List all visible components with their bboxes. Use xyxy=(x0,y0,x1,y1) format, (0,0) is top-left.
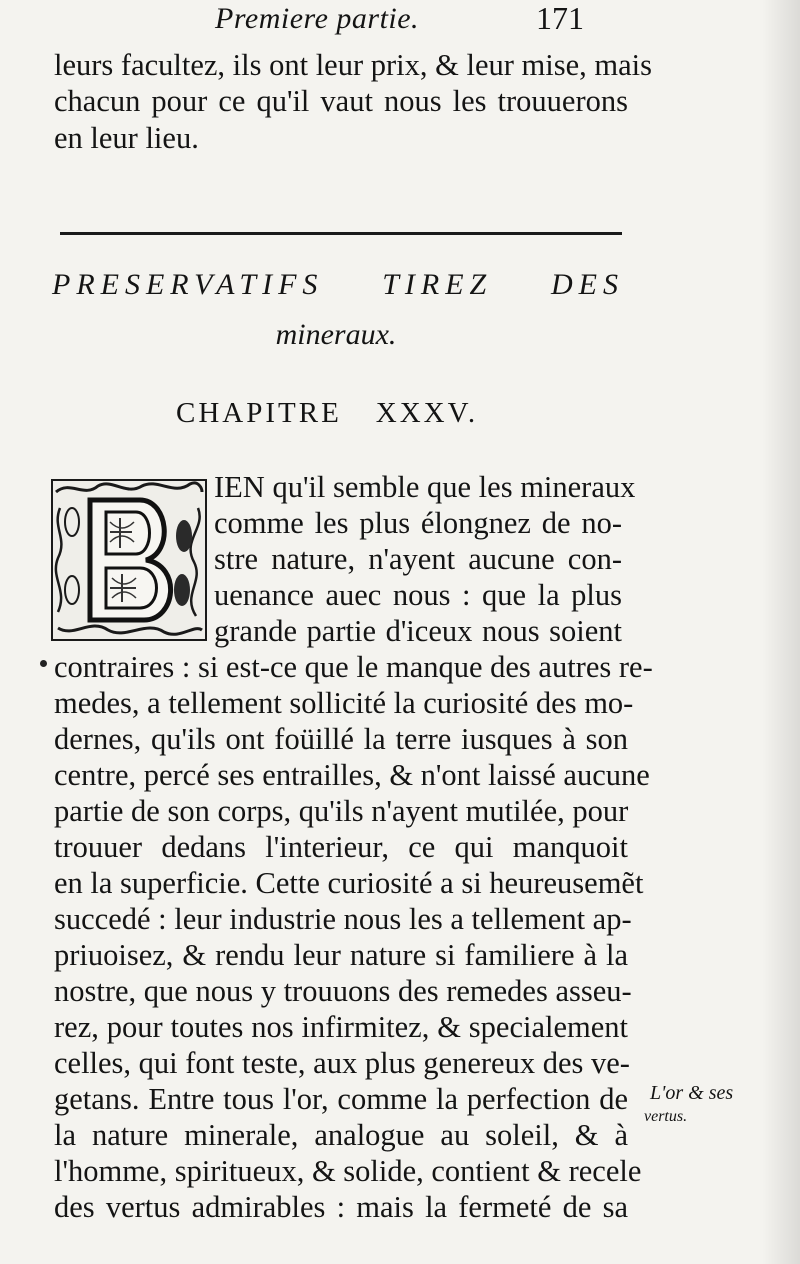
text-line: comme les plus élongnez de no- xyxy=(214,506,622,540)
chapter-heading xyxy=(176,397,478,430)
text-line: priuoisez, & rendu leur nature si familiere à la xyxy=(54,938,628,972)
page-edge-shadow xyxy=(762,0,800,1264)
running-title: Premiere partie. xyxy=(215,2,420,35)
text-line: partie de son corps, qu'ils n'ayent mutilée, pour xyxy=(54,794,629,828)
text-line: centre, percé ses entrailles, & n'ont laissé aucune xyxy=(54,758,650,792)
marginal-note-line: vertus. xyxy=(644,1108,688,1125)
page-number: 171 xyxy=(536,0,584,36)
text-line: stre nature, n'ayent aucune con- xyxy=(214,542,622,576)
text-line: grande partie d'iceux nous soient xyxy=(214,614,622,648)
text-line: celles, qui font teste, aux plus genereux des ve- xyxy=(54,1046,630,1080)
text-line: getans. Entre tous l'or, comme la perfection de xyxy=(54,1082,628,1116)
text-line: IEN qu'il semble que les mineraux xyxy=(214,470,636,504)
text-line: trouuer dedans l'interieur, ce qui manquoit xyxy=(54,830,628,864)
text-line: leurs facultez, ils ont leur prix, & leur mise, mais xyxy=(54,48,652,82)
text-line: en leur lieu. xyxy=(54,121,199,155)
text-line: des vertus admirables : mais la fermeté de sa xyxy=(54,1190,628,1224)
text-line: uenance auec nous : que la plus xyxy=(214,578,622,612)
text-line: dernes, qu'ils ont foüillé la terre iusques à son xyxy=(54,722,628,756)
text-line: nostre, que nous y trouuons des remedes asseu- xyxy=(54,974,632,1008)
chapter-word: CHAPITRE xyxy=(176,397,342,429)
text-line: rez, pour toutes nos infirmitez, & specialement xyxy=(54,1010,628,1044)
section-divider xyxy=(60,232,622,235)
text-line: succedé : leur industrie nous les a tellement ap- xyxy=(54,902,632,936)
ornate-initial-B-icon xyxy=(50,478,208,642)
text-line: chacun pour ce qu'il vaut nous les trouuerons xyxy=(54,84,628,118)
chapter-number: XXXV. xyxy=(375,397,479,429)
section-title: PRESERVATIFS TIREZ DES xyxy=(52,268,624,301)
margin-mark xyxy=(40,660,47,667)
text-line: contraires : si est-ce que le manque des autres re- xyxy=(54,650,653,684)
marginal-note-line: L'or & ses xyxy=(650,1082,734,1104)
text-line: l'homme, spiritueux, & solide, contient & recele xyxy=(54,1154,642,1188)
text-line: la nature minerale, analogue au soleil, & à xyxy=(54,1118,628,1152)
text-line: en la superficie. Cette curiosité a si heureusemẽt xyxy=(54,866,644,900)
text-line: medes, a tellement sollicité la curiosité des mo- xyxy=(54,686,634,720)
section-subtitle: mineraux. xyxy=(275,318,397,351)
